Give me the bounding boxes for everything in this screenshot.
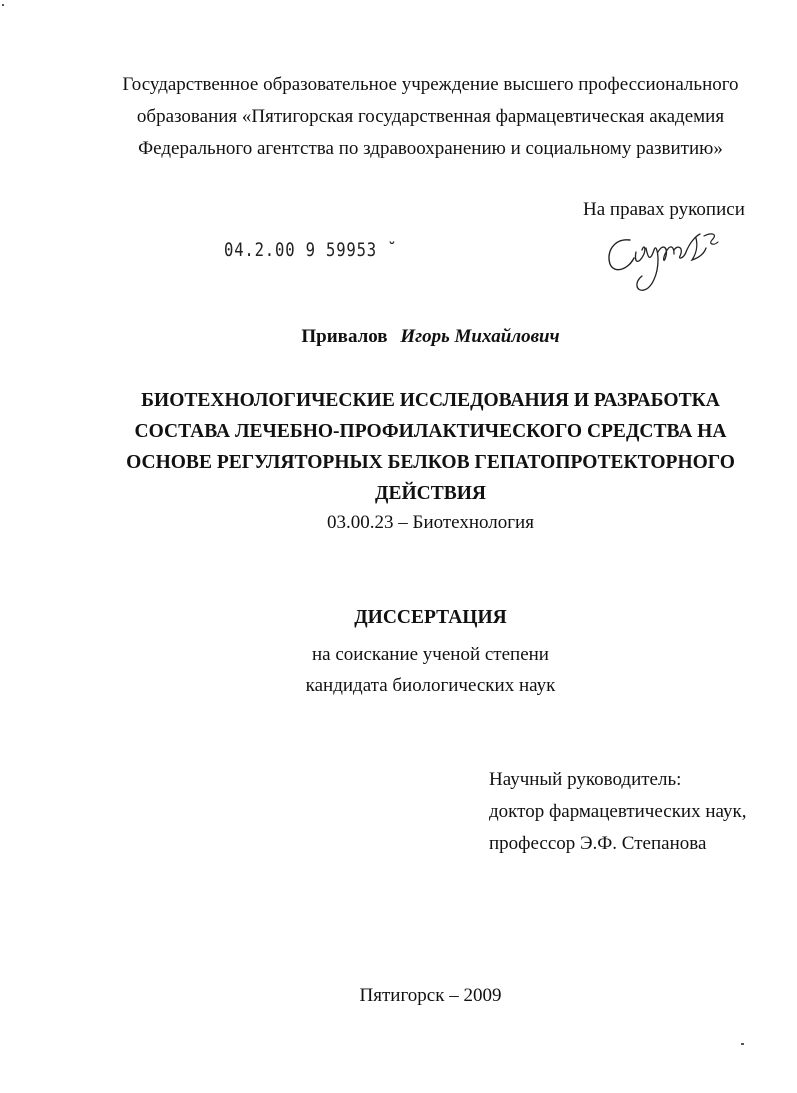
degree-block	[32, 639, 797, 701]
institution-line: Федерального агентства по здравоохранению и социальному развитию»	[138, 138, 723, 159]
advisor-degree: доктор фармацевтических наук,	[489, 801, 747, 822]
institution-line: Государственное образовательное учреждение высшего профессионального	[122, 74, 739, 95]
advisor-heading: Научный руководитель:	[489, 769, 682, 790]
advisor-name: профессор Э.Ф. Степанова	[489, 833, 707, 854]
dissertation-title	[32, 385, 797, 509]
archive-number-stamp: 04.2.00 9 59953 ˘	[224, 239, 398, 261]
scan-speck	[741, 1043, 744, 1045]
degree-line: на соискание ученой степени	[312, 644, 549, 665]
title-line: ОСНОВЕ РЕГУЛЯТОРНЫХ БЕЛКОВ ГЕПАТОПРОТЕКТОРНОГО	[126, 452, 735, 473]
author-name	[0, 326, 797, 348]
document-type: ДИССЕРТАЦИЯ	[354, 607, 507, 628]
title-line: ДЕЙСТВИЯ	[375, 483, 486, 504]
institution-block	[32, 69, 797, 165]
author-given-names: Игорь Михайлович	[400, 326, 560, 347]
handwritten-signature	[600, 222, 730, 294]
title-line: БИОТЕХНОЛОГИЧЕСКИЕ ИССЛЕДОВАНИЯ И РАЗРАБОТКА	[141, 390, 720, 411]
place-and-year: Пятигорск – 2009	[359, 985, 502, 1006]
title-line: СОСТАВА ЛЕЧЕБНО-ПРОФИЛАКТИЧЕСКОГО СРЕДСТВА НА	[134, 421, 727, 442]
scientific-advisor	[489, 764, 746, 860]
author-surname: Привалов	[301, 326, 388, 347]
specialty-code: 03.00.23 – Биотехнология	[327, 512, 534, 533]
scan-speck	[2, 4, 4, 6]
institution-line: образования «Пятигорская государственная фармацевтическая академия	[136, 106, 725, 127]
degree-line: кандидата биологических наук	[305, 675, 556, 696]
manuscript-rights-note: На правах рукописи	[583, 199, 745, 220]
